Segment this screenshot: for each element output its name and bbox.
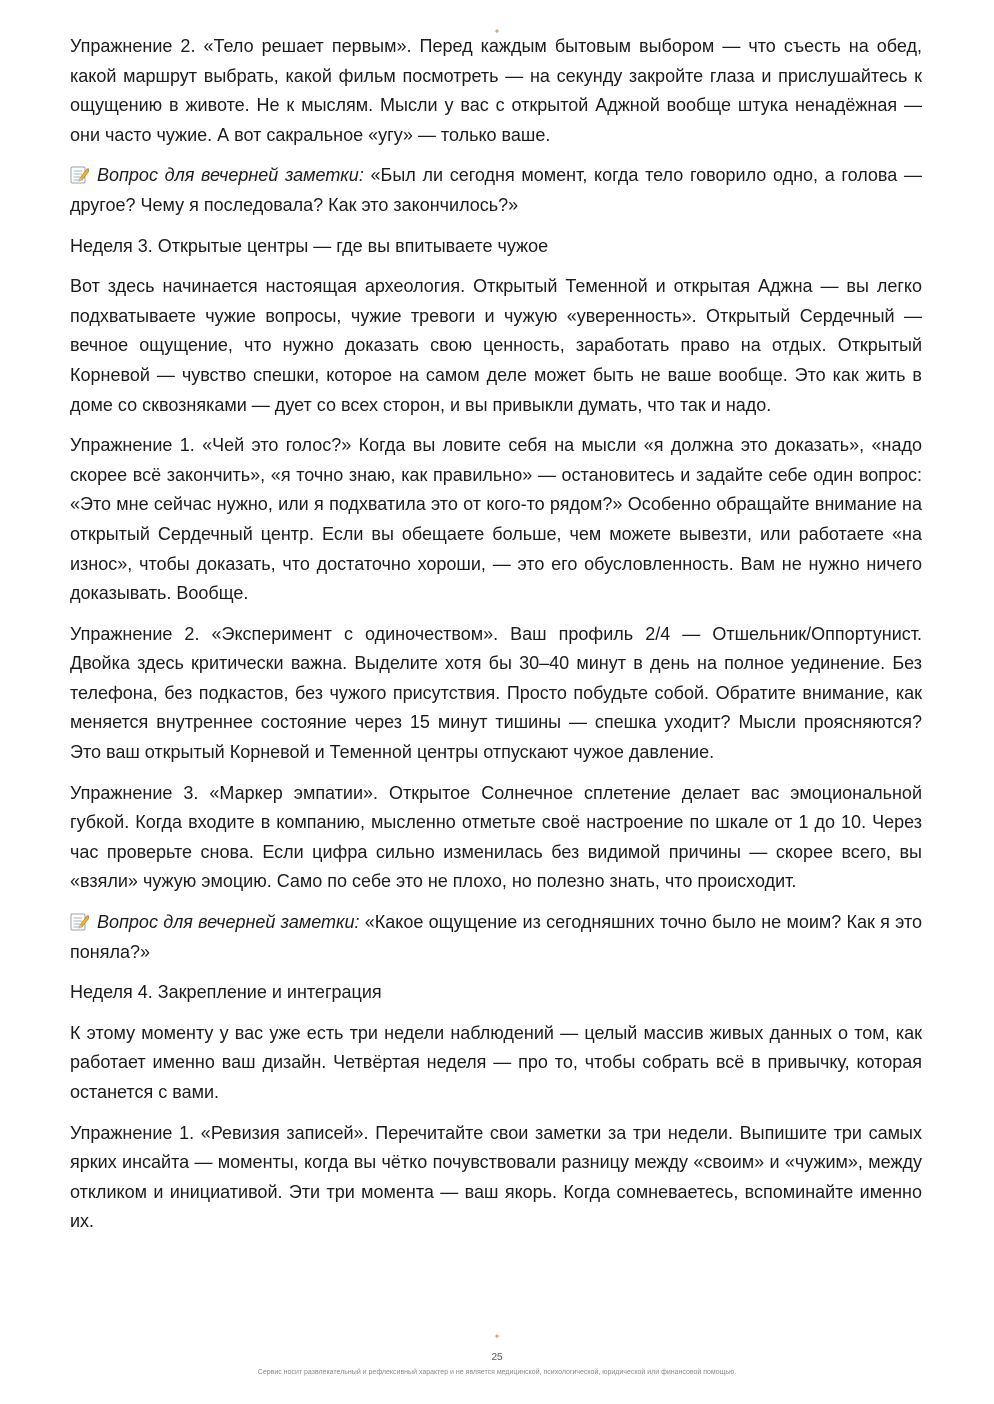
- memo-pencil-icon: [70, 912, 89, 931]
- week-4-intro: К этому моменту у вас уже есть три недели наблюдений — целый массив живых данных о том, как работает именно ваш дизайн. Четвёртая неделя — про то, чтобы собрать всё в привычку, которая останется с вами.: [70, 1022, 922, 1102]
- evening-note-question-1: [70, 161, 922, 220]
- exercise-1-whose-voice: Упражнение 1. «Чей это голос?» Когда вы ловите себя на мысли «я должна это доказать», «надо скорее всё закончить», «я точно знаю, как правильно» — остановитесь и задайте себе один вопрос: «Это мне сейчас нужно, или я подхватила это от кого-то рядом?» Особенно обращайте внимание на открытый Сердечный центр. Если вы обещаете больше, чем можете вывезти, или работаете «на износ», чтобы доказать, что достаточно хороши, — это его обусловленность. Вам не нужно ничего доказывать. Вообще.: [70, 435, 922, 604]
- evening-note-text: «Был ли сегодня момент, когда тело говорило одно, а голова — другое? Чему я последовала? Как это закончилось?»: [70, 165, 922, 215]
- evening-note-label: Вопрос для вечерней заметки:: [97, 165, 364, 186]
- exercise-3-empathy-marker: Упражнение 3. «Маркер эмпатии». Открытое Солнечное сплетение делает вас эмоциональной губкой. Когда входите в компанию, мысленно отметьте своё настроение по шкале от 1 до 10. Через час проверьте снова. Если цифра сильно изменилась без видимой причины — скорее всего, вы «взяли» чужую эмоцию. Само по себе это не плохо, но полезно знать, что происходит.: [70, 782, 922, 892]
- exercise-2-body-decides: Упражнение 2. «Тело решает первым». Перед каждым бытовым выбором — что съесть на обед, какой маршрут выбрать, какой фильм посмотреть — на секунду закройте глаза и прислушайтесь к ощущению в животе. Не к мыслям. Мысли у вас с открытой Аджной вообще штука ненадёжная — они часто чужие. А вот сакральное «угу» — только ваше.: [70, 36, 922, 145]
- week-3-heading: Неделя 3. Открытые центры — где вы впитываете чужое: [70, 235, 549, 256]
- top-ornament: ✦: [493, 27, 501, 36]
- bottom-ornament: ✦: [493, 1332, 501, 1341]
- evening-note-label: Вопрос для вечерней заметки:: [97, 912, 360, 933]
- page-content: [70, 32, 922, 1248]
- evening-note-text: «Какое ощущение из сегодняшних точно было не моим? Как я это поняла?»: [70, 912, 922, 962]
- exercise-1-notes-review: Упражнение 1. «Ревизия записей». Перечитайте свои заметки за три недели. Выпишите три самых ярких инсайта — моменты, когда вы чётко почувствовали разницу между «своим» и «чужим», между откликом и инициативой. Эти три момента — ваш якорь. Когда сомневаетесь, вспоминайте именно их.: [70, 1122, 922, 1232]
- footer-disclaimer: Сервис носит развлекательный и рефлексивный характер и не является медицинской, психологической, юридической или финансовой помощью.: [257, 1369, 737, 1376]
- evening-note-question-2: [70, 908, 922, 967]
- week-3-intro: Вот здесь начинается настоящая археология. Открытый Теменной и открытая Аджна — вы легко подхватываете чужие вопросы, чужие тревоги и чужую «уверенность». Открытый Сердечный — вечное ощущение, что нужно доказать свою ценность, заработать право на отдых. Открытый Корневой — чувство спешки, которое на самом деле может быть не ваше вообще. Это как жить в доме со сквозняками — дует со всех сторон, и вы привыкли думать, что так и надо.: [70, 276, 922, 415]
- page-number: 25: [491, 1352, 503, 1363]
- exercise-2-solitude: Упражнение 2. «Эксперимент с одиночеством». Ваш профиль 2/4 — Отшельник/Оппортунист. Двойка здесь критически важна. Выделите хотя бы 30–40 минут в день на полное уединение. Без телефона, без подкастов, без чужого присутствия. Просто побудьте собой. Обратите внимание, как меняется внутреннее состояние через 15 минут тишины — спешка уходит? Мысли проясняются? Это ваш открытый Корневой и Теменной центры отпускают чужое давление.: [70, 623, 922, 763]
- week-4-heading: Неделя 4. Закрепление и интеграция: [70, 982, 382, 1003]
- memo-pencil-icon: [70, 165, 89, 184]
